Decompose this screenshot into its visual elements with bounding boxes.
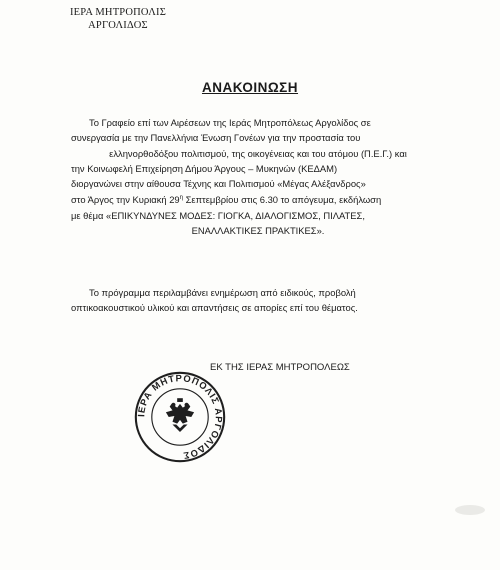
seal-text: ΙΕΡΑ ΜΗΤΡΟΠΟΛΙΣ ΑΡΓΟΛΙΔΟΣ: [135, 372, 225, 462]
paragraph-1: [71, 115, 445, 239]
letterhead: [58, 6, 178, 32]
p1-line-3: ελληνορθοδόξου πολιτισμού, της οικογένειας και του ατόμου (Π.Ε.Γ.) και: [109, 147, 407, 159]
p1-line-5: διοργανώνει στην αίθουσα Τέχνης και Πολιτισμού «Μέγας Αλέξανδρος»: [71, 178, 366, 190]
church-seal-stamp: [133, 370, 227, 464]
p1-line-6: στο Άργος την Κυριακή $29^\eta$ Σεπτεμβρίου στις 6.30 το απόγευμα, εκδήλωση: [71, 194, 382, 206]
signature-line: ΕΚ ΤΗΣ ΙΕΡΑΣ ΜΗΤΡΟΠΟΛΕΩΣ: [210, 362, 350, 373]
announcement-title: ΑΝΑΚΟΙΝΩΣΗ: [201, 80, 299, 95]
p1-line-2: συνεργασία με την Πανελλήνια Ένωση Γονέων για την προστασία του: [71, 132, 361, 144]
scan-smudge: [455, 505, 485, 515]
double-headed-eagle-icon: [166, 398, 194, 432]
paragraph-2: [71, 285, 445, 316]
p1-line-1: Το Γραφείο επί των Αιρέσεων της Ιεράς Μητροπόλεως Αργολίδος σε: [89, 117, 371, 128]
p1-line-8: ΕΝΑΛΛΑΚΤΙΚΕΣ ΠΡΑΚΤΙΚΕΣ».: [191, 225, 325, 237]
p2-line-1: Το πρόγραμμα περιλαμβάνει ενημέρωση από ειδικούς, προβολή: [89, 287, 356, 298]
p2-line-2: οπτικοακουστικού υλικού και απαντήσεις σε απορίες επί του θέματος.: [71, 302, 358, 314]
p1-line-7: με θέμα «ΕΠΙΚΥΝΔΥΝΕΣ ΜΟΔΕΣ: ΓΙΟΓΚΑ, ΔΙΑΛΟΓΙΣΜΟΣ, ΠΙΛΑΤΕΣ,: [71, 209, 365, 221]
letterhead-line-2: ΑΡΓΟΛΙΔΟΣ: [88, 20, 148, 31]
letterhead-line-1: ΙΕΡΑ ΜΗΤΡΟΠΟΛΙΣ: [69, 7, 167, 18]
p1-line-4: την Κοινωφελή Επιχείρηση Δήμου Άργους – Μυκηνών (ΚΕΔΑΜ): [71, 162, 338, 174]
